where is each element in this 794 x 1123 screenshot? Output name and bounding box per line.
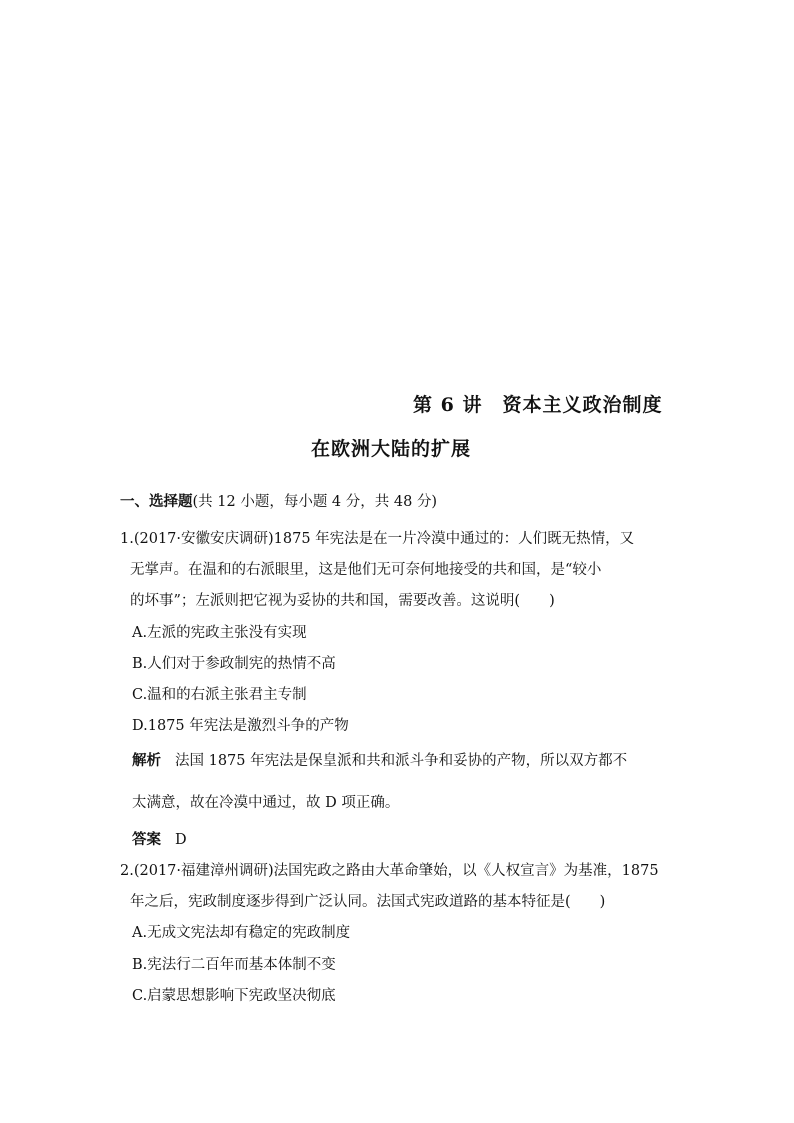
q2-stem-line-1: 2.(2017·福建漳州调研)法国宪政之路由大革命肇始，以《人权宣言》为基准，1875 — [120, 863, 659, 879]
q1-answer-value: D — [175, 832, 187, 848]
q1-answer — [132, 828, 187, 849]
q2-option-c: C.启蒙思想影响下宪政坚决彻底 — [132, 988, 336, 1004]
section-heading-info: (共 12 小题，每小题 4 分，共 48 分) — [192, 494, 438, 510]
q1-analysis-text-1: 法国 1875 年宪法是保皇派和共和派斗争和妥协的产物，所以双方都不 — [175, 753, 628, 769]
q2-stem-line-2: 年之后，宪政制度逐步得到广泛认同。法国式宪政道路的基本特征是( ) — [130, 894, 606, 910]
q1-answer-label: 答案 — [132, 831, 161, 848]
q1-stem-line-2: 无掌声。在温和的右派眼里，这是他们无可奈何地接受的共和国，是“较小 — [130, 562, 602, 578]
q1-stem-line-3: 的坏事”；左派则把它视为妥协的共和国，需要改善。这说明( ) — [130, 593, 555, 609]
q1-option-d: D.1875 年宪法是激烈斗争的产物 — [132, 718, 349, 734]
q1-analysis — [132, 749, 627, 770]
section-heading — [120, 490, 437, 511]
page-title-line-1: 第 6 讲 资本主义政治制度 — [413, 394, 663, 416]
page-title-line-2: 在欧洲大陆的扩展 — [311, 438, 472, 460]
q1-option-b: B.人们对于参政制宪的热情不高 — [132, 656, 336, 672]
q2-option-a: A.无成文宪法却有稳定的宪政制度 — [132, 925, 351, 941]
q1-option-c: C.温和的右派主张君主专制 — [132, 687, 307, 703]
section-heading-label: 一、选择题 — [120, 493, 193, 510]
q1-analysis-label: 解析 — [132, 752, 161, 769]
q1-option-a: A.左派的宪政主张没有实现 — [132, 625, 307, 641]
q1-analysis-text-2: 太满意，故在冷漠中通过，故 D 项正确。 — [132, 795, 400, 811]
q2-option-b: B.宪法行二百年而基本体制不变 — [132, 957, 336, 973]
q1-stem-line-1: 1.(2017·安徽安庆调研)1875 年宪法是在一片冷漠中通过的：人们既无热情，又 — [120, 531, 635, 547]
